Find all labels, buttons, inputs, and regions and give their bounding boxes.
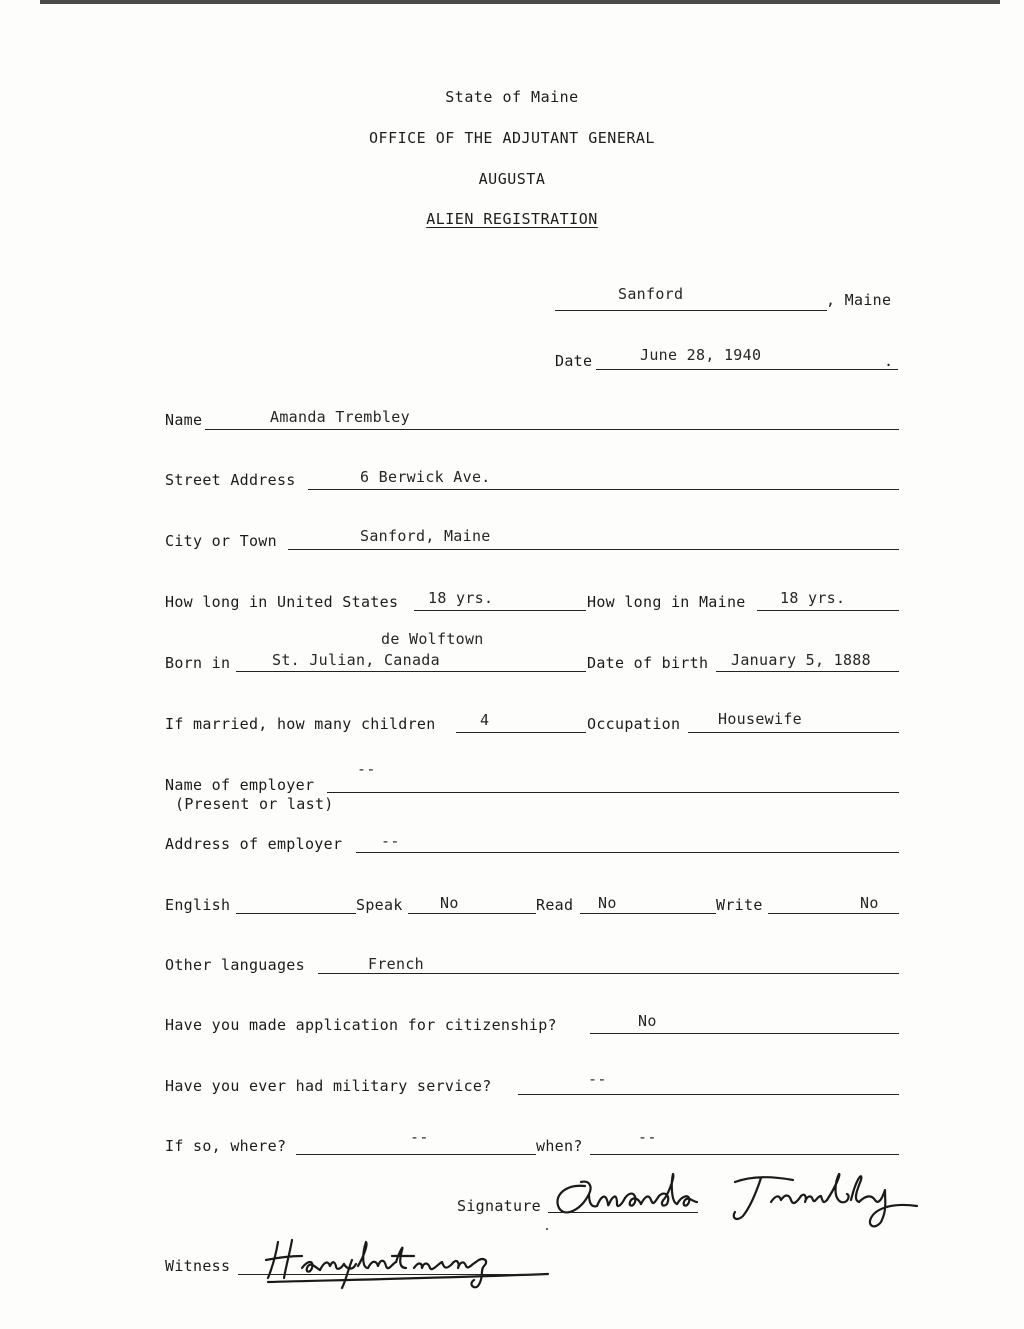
- military-value: --: [588, 1070, 607, 1088]
- employer-address-line: [356, 852, 899, 853]
- us-long-label: How long in United States: [165, 593, 399, 611]
- street-line: [308, 489, 899, 490]
- other-languages-label: Other languages: [165, 956, 305, 974]
- date-value: June 28, 1940: [640, 346, 762, 364]
- state-heading: State of Maine: [445, 88, 579, 106]
- date-end: .: [884, 352, 894, 370]
- office-heading: OFFICE OF THE ADJUTANT GENERAL: [369, 129, 655, 147]
- children-line: [456, 732, 586, 733]
- city-value: Sanford, Maine: [360, 527, 491, 545]
- children-value: 4: [480, 711, 490, 729]
- city-line: [288, 549, 899, 550]
- citizenship-line: [590, 1033, 899, 1034]
- occupation-value: Housewife: [718, 710, 802, 728]
- signature-handwriting: [545, 1166, 935, 1246]
- date-line: [596, 369, 898, 370]
- born-value: St. Julian, Canada: [272, 651, 440, 669]
- employer-value: --: [357, 760, 376, 778]
- street-label: Street Address: [165, 471, 296, 489]
- employer-line: [327, 792, 899, 793]
- read-value: No: [598, 894, 617, 912]
- when-value: --: [638, 1128, 657, 1146]
- speak-label: Speak: [356, 896, 403, 914]
- speak-value: No: [440, 894, 459, 912]
- signature-line: [548, 1212, 698, 1213]
- other-languages-line: [318, 973, 899, 974]
- where-line: [296, 1154, 536, 1155]
- witness-line: [238, 1274, 548, 1275]
- other-languages-value: French: [368, 955, 424, 973]
- occupation-line: [688, 732, 899, 733]
- dob-label: Date of birth: [587, 654, 709, 672]
- born-label: Born in: [165, 654, 231, 672]
- me-long-value: 18 yrs.: [780, 589, 846, 607]
- us-long-line: [414, 610, 586, 611]
- citizenship-label: Have you made application for citizenship?: [165, 1016, 557, 1034]
- date-label: Date: [555, 352, 593, 370]
- dob-value: January 5, 1888: [731, 651, 871, 669]
- when-line: [590, 1154, 899, 1155]
- military-label: Have you ever had military service?: [165, 1077, 492, 1095]
- witness-label: Witness: [165, 1257, 231, 1275]
- write-label: Write: [716, 896, 763, 914]
- speak-line: [408, 913, 536, 914]
- form-title: ALIEN REGISTRATION: [426, 210, 598, 228]
- place-line: [555, 310, 827, 311]
- occupation-label: Occupation: [587, 715, 681, 733]
- ink-mark: [546, 1228, 548, 1230]
- name-line: [205, 429, 899, 430]
- write-value: No: [860, 894, 879, 912]
- born-line: [236, 671, 586, 672]
- name-label: Name: [165, 411, 203, 429]
- city-label: City or Town: [165, 532, 277, 550]
- scan-edge: [40, 0, 1000, 4]
- citizenship-value: No: [638, 1012, 657, 1030]
- street-value: 6 Berwick Ave.: [360, 468, 491, 486]
- born-extra-value: de Wolftown: [381, 630, 484, 648]
- me-long-label: How long in Maine: [587, 593, 746, 611]
- children-label: If married, how many children: [165, 715, 436, 733]
- employer-label: Name of employer: [165, 776, 315, 794]
- when-label: when?: [536, 1137, 583, 1155]
- english-label: English: [165, 896, 231, 914]
- write-line: [768, 913, 899, 914]
- employer-address-label: Address of employer: [165, 835, 343, 853]
- place-suffix: , Maine: [826, 291, 892, 309]
- place-value: Sanford: [618, 285, 684, 303]
- us-long-value: 18 yrs.: [428, 589, 494, 607]
- where-label: If so, where?: [165, 1137, 287, 1155]
- military-line: [518, 1094, 899, 1095]
- english-line: [236, 913, 356, 914]
- me-long-line: [757, 610, 899, 611]
- employer-address-value: --: [381, 832, 400, 850]
- employer-sub-label: (Present or last): [175, 795, 334, 813]
- dob-line: [716, 671, 899, 672]
- signature-label: Signature: [457, 1197, 541, 1215]
- witness-handwriting: [262, 1234, 562, 1294]
- read-line: [580, 913, 716, 914]
- where-value: --: [410, 1128, 429, 1146]
- read-label: Read: [536, 896, 574, 914]
- name-value: Amanda Trembley: [270, 408, 410, 426]
- city-heading: AUGUSTA: [478, 170, 546, 188]
